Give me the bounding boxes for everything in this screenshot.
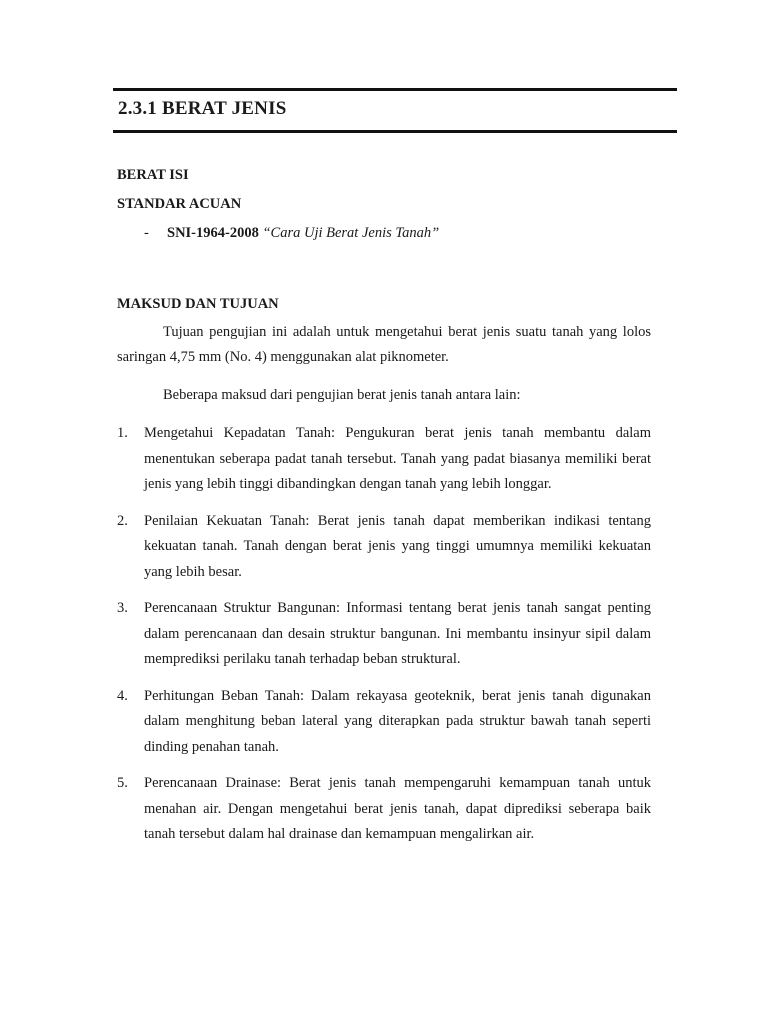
list-item (117, 596, 651, 673)
heading-rule-bottom (113, 130, 677, 133)
list-number: 5. (117, 775, 128, 791)
label-maksud-tujuan: MAKSUD DAN TUJUAN (117, 296, 279, 312)
list-item (117, 684, 651, 761)
list-text: Perencanaan Struktur Bangunan: Informasi tentang berat jenis tanah sangat penting dalam perencanaan dan desain struktur bangunan. Ini membantu insinyur sipil dalam memprediksi perilaku tanah terhadap beban struktural. (144, 600, 651, 667)
label-standar-acuan: STANDAR ACUAN (117, 196, 242, 212)
standard-title: “Cara Uji Berat Jenis Tanah” (262, 225, 440, 241)
section-heading: 2.3.1 BERAT JENIS (118, 98, 287, 119)
list-text: Perhitungan Beban Tanah: Dalam rekayasa geoteknik, berat jenis tanah digunakan dalam menghitung beban lateral yang diterapkan pada struktur bawah tanah seperti dinding penahan tanah. (144, 687, 651, 755)
list-number: 1. (117, 425, 128, 441)
purpose-list (117, 421, 651, 859)
list-number: 2. (117, 512, 128, 529)
paragraph-tujuan: Tujuan pengujian ini adalah untuk mengetahui berat jenis suatu tanah yang lolos saringan 4,75 mm (No. 4) menggunakan alat piknometer. (117, 324, 651, 365)
list-number: 3. (117, 600, 128, 616)
list-item (117, 421, 651, 498)
list-number: 4. (117, 687, 128, 704)
list-item (117, 771, 651, 848)
list-text: Penilaian Kekuatan Tanah: Berat jenis tanah dapat memberikan indikasi tentang kekuatan tanah. Tanah dengan berat jenis yang tinggi umumnya memiliki kekuatan yang lebih besar. (144, 512, 651, 580)
bullet-dash: - (144, 225, 149, 241)
standard-reference (144, 225, 439, 242)
label-berat-isi: BERAT ISI (117, 167, 189, 183)
heading-rule-top (113, 88, 677, 91)
paragraph-intro-list: Beberapa maksud dari pengujian berat jenis tanah antara lain: (163, 387, 521, 403)
list-text: Perencanaan Drainase: Berat jenis tanah mempengaruhi kemampuan tanah untuk menahan air. Dengan mengetahui berat jenis tanah, dapat diprediksi seberapa baik tanah tersebut dalam hal drainase dan kemampuan mengalirkan air. (144, 775, 651, 842)
list-text: Mengetahui Kepadatan Tanah: Pengukuran berat jenis tanah membantu dalam menentukan seberapa padat tanah tersebut. Tanah yang padat biasanya memiliki berat jenis yang lebih tinggi dibandingkan dengan tanah yang lebih longgar. (144, 425, 651, 492)
list-item (117, 509, 651, 586)
standard-code: SNI-1964-2008 (167, 225, 259, 241)
